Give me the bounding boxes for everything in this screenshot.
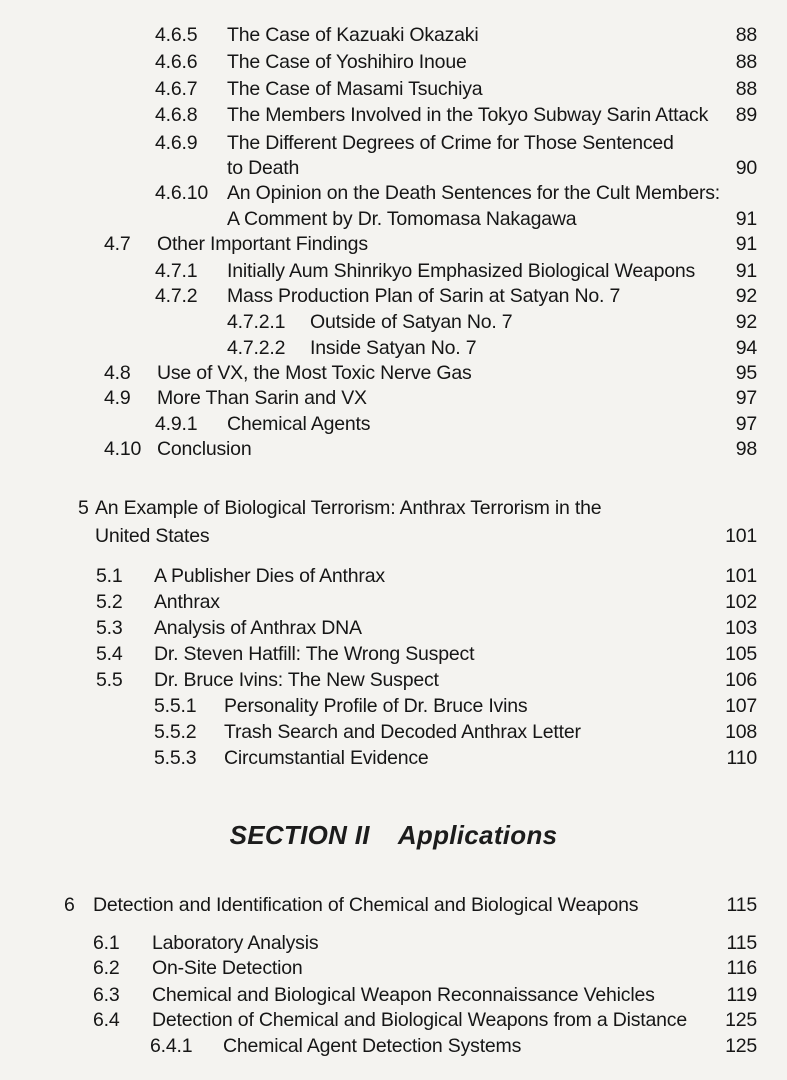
entry-title: On-Site Detection — [152, 957, 303, 979]
section-heading — [0, 820, 787, 851]
entry-page: 88 — [735, 24, 757, 46]
toc-entry — [93, 1006, 757, 1034]
entry-page: 92 — [735, 285, 757, 307]
toc-entry — [227, 334, 757, 362]
toc-entry — [155, 101, 757, 129]
entry-page: 98 — [735, 438, 757, 460]
toc-entry — [93, 929, 757, 957]
entry-number: 6.2 — [93, 957, 120, 979]
entry-title: Anthrax — [154, 591, 220, 613]
entry-number: 4.6.9 — [155, 132, 198, 154]
entry-number: 5.3 — [96, 617, 123, 639]
toc-entry — [150, 1032, 757, 1060]
entry-title: Initially Aum Shinrikyo Emphasized Biological Weapons — [227, 260, 696, 282]
chapter-title: United States — [95, 525, 210, 547]
entry-title: An Opinion on the Death Sentences for the Cult Members: — [227, 182, 721, 204]
toc-entry — [155, 179, 757, 207]
entry-number: 5.2 — [96, 591, 123, 613]
entry-page: 94 — [735, 337, 757, 359]
entry-title: More Than Sarin and VX — [157, 387, 367, 409]
entry-page: 115 — [726, 932, 757, 954]
toc-entry — [93, 981, 757, 1009]
entry-page: 91 — [735, 260, 757, 282]
entry-page: 119 — [726, 984, 757, 1006]
entry-title: Mass Production Plan of Sarin at Satyan No. 7 — [227, 285, 621, 307]
entry-number: 4.7.2.2 — [227, 337, 286, 359]
toc-chapter-continuation — [78, 522, 757, 550]
entry-number: 4.7 — [104, 233, 131, 255]
entry-number: 4.9.1 — [155, 413, 198, 435]
toc-entry — [155, 257, 757, 285]
entry-number: 6.4 — [93, 1009, 120, 1031]
entry-page: 108 — [725, 721, 757, 743]
entry-page: 97 — [735, 413, 757, 435]
entry-title: The Case of Yoshihiro Inoue — [227, 51, 467, 73]
chapter-page: 115 — [726, 894, 757, 916]
entry-number: 4.7.2.1 — [227, 311, 286, 333]
entry-title: Inside Satyan No. 7 — [310, 337, 477, 359]
entry-title: Trash Search and Decoded Anthrax Letter — [224, 721, 581, 743]
entry-title: A Publisher Dies of Anthrax — [154, 565, 385, 587]
entry-number: 5.1 — [96, 565, 123, 587]
toc-entry — [104, 359, 757, 387]
entry-number: 4.7.2 — [155, 285, 198, 307]
entry-number: 5.5.1 — [154, 695, 197, 717]
chapter-title: Detection and Identification of Chemical and Biological Weapons — [93, 894, 639, 916]
entry-number: 4.6.6 — [155, 51, 198, 73]
entry-page: 88 — [735, 51, 757, 73]
toc-entry-continuation — [155, 154, 757, 182]
toc-entry — [104, 384, 757, 412]
entry-page: 107 — [725, 695, 757, 717]
toc-entry — [154, 718, 757, 746]
entry-number: 4.10 — [104, 438, 142, 460]
entry-title: Chemical and Biological Weapon Reconnaissance Vehicles — [152, 984, 655, 1006]
entry-title: Outside of Satyan No. 7 — [310, 311, 513, 333]
entry-title: Chemical Agents — [227, 413, 371, 435]
toc-entry — [96, 614, 757, 642]
entry-title: Other Important Findings — [157, 233, 368, 255]
entry-title: A Comment by Dr. Tomomasa Nakagawa — [227, 208, 577, 230]
entry-page: 103 — [725, 617, 757, 639]
entry-title: Dr. Bruce Ivins: The New Suspect — [154, 669, 439, 691]
toc-entry — [155, 21, 757, 49]
toc-entry — [96, 588, 757, 616]
entry-number: 4.8 — [104, 362, 131, 384]
entry-number: 5.4 — [96, 643, 123, 665]
entry-title: The Case of Masami Tsuchiya — [227, 78, 483, 100]
entry-page: 102 — [725, 591, 757, 613]
toc-entry — [155, 129, 757, 157]
entry-title: Circumstantial Evidence — [224, 747, 429, 769]
entry-page: 125 — [725, 1035, 757, 1057]
entry-title: Laboratory Analysis — [152, 932, 319, 954]
entry-page: 91 — [735, 233, 757, 255]
chapter-title: An Example of Biological Terrorism: Anthrax Terrorism in the — [95, 497, 602, 519]
entry-page: 91 — [735, 208, 757, 230]
entry-page: 92 — [735, 311, 757, 333]
entry-number: 4.6.7 — [155, 78, 198, 100]
chapter-page: 101 — [725, 525, 757, 547]
toc-entry — [227, 308, 757, 336]
entry-title: The Different Degrees of Crime for Those Sentenced — [227, 132, 674, 154]
entry-page: 95 — [735, 362, 757, 384]
toc-entry — [96, 562, 757, 590]
entry-title: Conclusion — [157, 438, 252, 460]
entry-page: 101 — [725, 565, 757, 587]
toc-chapter-entry — [78, 494, 757, 522]
toc-entry — [155, 75, 757, 103]
entry-page: 116 — [726, 957, 757, 979]
entry-title: Use of VX, the Most Toxic Nerve Gas — [157, 362, 472, 384]
entry-number: 4.6.10 — [155, 182, 209, 204]
entry-number: 5.5.2 — [154, 721, 197, 743]
entry-title: Detection of Chemical and Biological Weapons from a Distance — [152, 1009, 687, 1031]
entry-page: 88 — [735, 78, 757, 100]
toc-entry — [154, 744, 757, 772]
entry-title: Chemical Agent Detection Systems — [223, 1035, 522, 1057]
entry-number: 6.4.1 — [150, 1035, 193, 1057]
entry-page: 105 — [725, 643, 757, 665]
entry-number: 4.6.8 — [155, 104, 198, 126]
toc-entry — [96, 666, 757, 694]
toc-entry — [104, 435, 757, 463]
toc-chapter-entry — [64, 891, 757, 919]
entry-title: Dr. Steven Hatfill: The Wrong Suspect — [154, 643, 475, 665]
entry-number: 6.3 — [93, 984, 120, 1006]
entry-title: Personality Profile of Dr. Bruce Ivins — [224, 695, 528, 717]
toc-entry — [155, 410, 757, 438]
entry-title: to Death — [227, 157, 300, 179]
entry-number: 4.9 — [104, 387, 131, 409]
entry-title: Analysis of Anthrax DNA — [154, 617, 362, 639]
toc-entry — [155, 282, 757, 310]
section-title: Applications — [397, 820, 558, 850]
entry-number: 4.7.1 — [155, 260, 198, 282]
entry-page: 125 — [725, 1009, 757, 1031]
toc-entry — [155, 48, 757, 76]
entry-number: 5.5.3 — [154, 747, 197, 769]
entry-page: 110 — [726, 747, 757, 769]
entry-title: The Members Involved in the Tokyo Subway Sarin Attack — [227, 104, 709, 126]
toc-entry — [104, 230, 757, 258]
chapter-number: 5 — [78, 497, 89, 519]
entry-number: 5.5 — [96, 669, 123, 691]
toc-entry-continuation — [155, 205, 757, 233]
entry-page: 106 — [725, 669, 757, 691]
entry-page: 90 — [735, 157, 757, 179]
entry-number: 6.1 — [93, 932, 120, 954]
entry-page: 97 — [735, 387, 757, 409]
toc-entry — [154, 692, 757, 720]
entry-title: The Case of Kazuaki Okazaki — [227, 24, 479, 46]
chapter-number: 6 — [64, 894, 75, 916]
toc-entry — [96, 640, 757, 668]
entry-page: 89 — [735, 104, 757, 126]
entry-number: 4.6.5 — [155, 24, 198, 46]
toc-entry — [93, 954, 757, 982]
section-label: SECTION II — [229, 820, 370, 850]
